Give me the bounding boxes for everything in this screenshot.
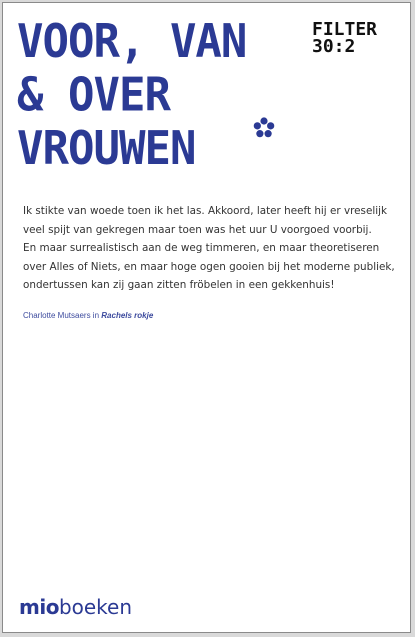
series-number: 30:2 (312, 36, 356, 57)
publisher-brand: mio (19, 595, 59, 619)
title-line-2: & OVER (17, 68, 170, 123)
quote-line: En maar surrealistisch aan de weg timmeren, en maar theoretiseren (23, 242, 380, 254)
title-line-1: VOOR, VAN (17, 15, 247, 69)
credit-author: Charlotte Mutsaers in (23, 311, 100, 320)
quote-line: ondertussen kan zij gaan zitten fröbelen in een gekkenhuis! (23, 279, 335, 291)
series-label (312, 21, 377, 55)
quote-line: over Alles of Niets, en maar hoge ogen gooien bij het moderne publiek, (23, 260, 395, 273)
publisher-logo (19, 596, 132, 618)
back-quote (23, 202, 399, 295)
quote-line: Ik stikte van woede toen ik het las. Akkoord, later heeft hij er vreselijk (23, 205, 388, 217)
title-line-3: VROUWEN (17, 122, 196, 176)
quote-credit (23, 311, 153, 320)
book-title (17, 15, 246, 176)
book-cover (2, 2, 411, 633)
quote-line: veel spijt van gekregen maar toen was het uur U voorgoed voorbij. (23, 223, 372, 236)
credit-book: Rachels rokje (101, 311, 154, 320)
flower-icon (252, 116, 276, 140)
publisher-suffix: boeken (58, 595, 133, 619)
series-name: FILTER (312, 19, 378, 40)
